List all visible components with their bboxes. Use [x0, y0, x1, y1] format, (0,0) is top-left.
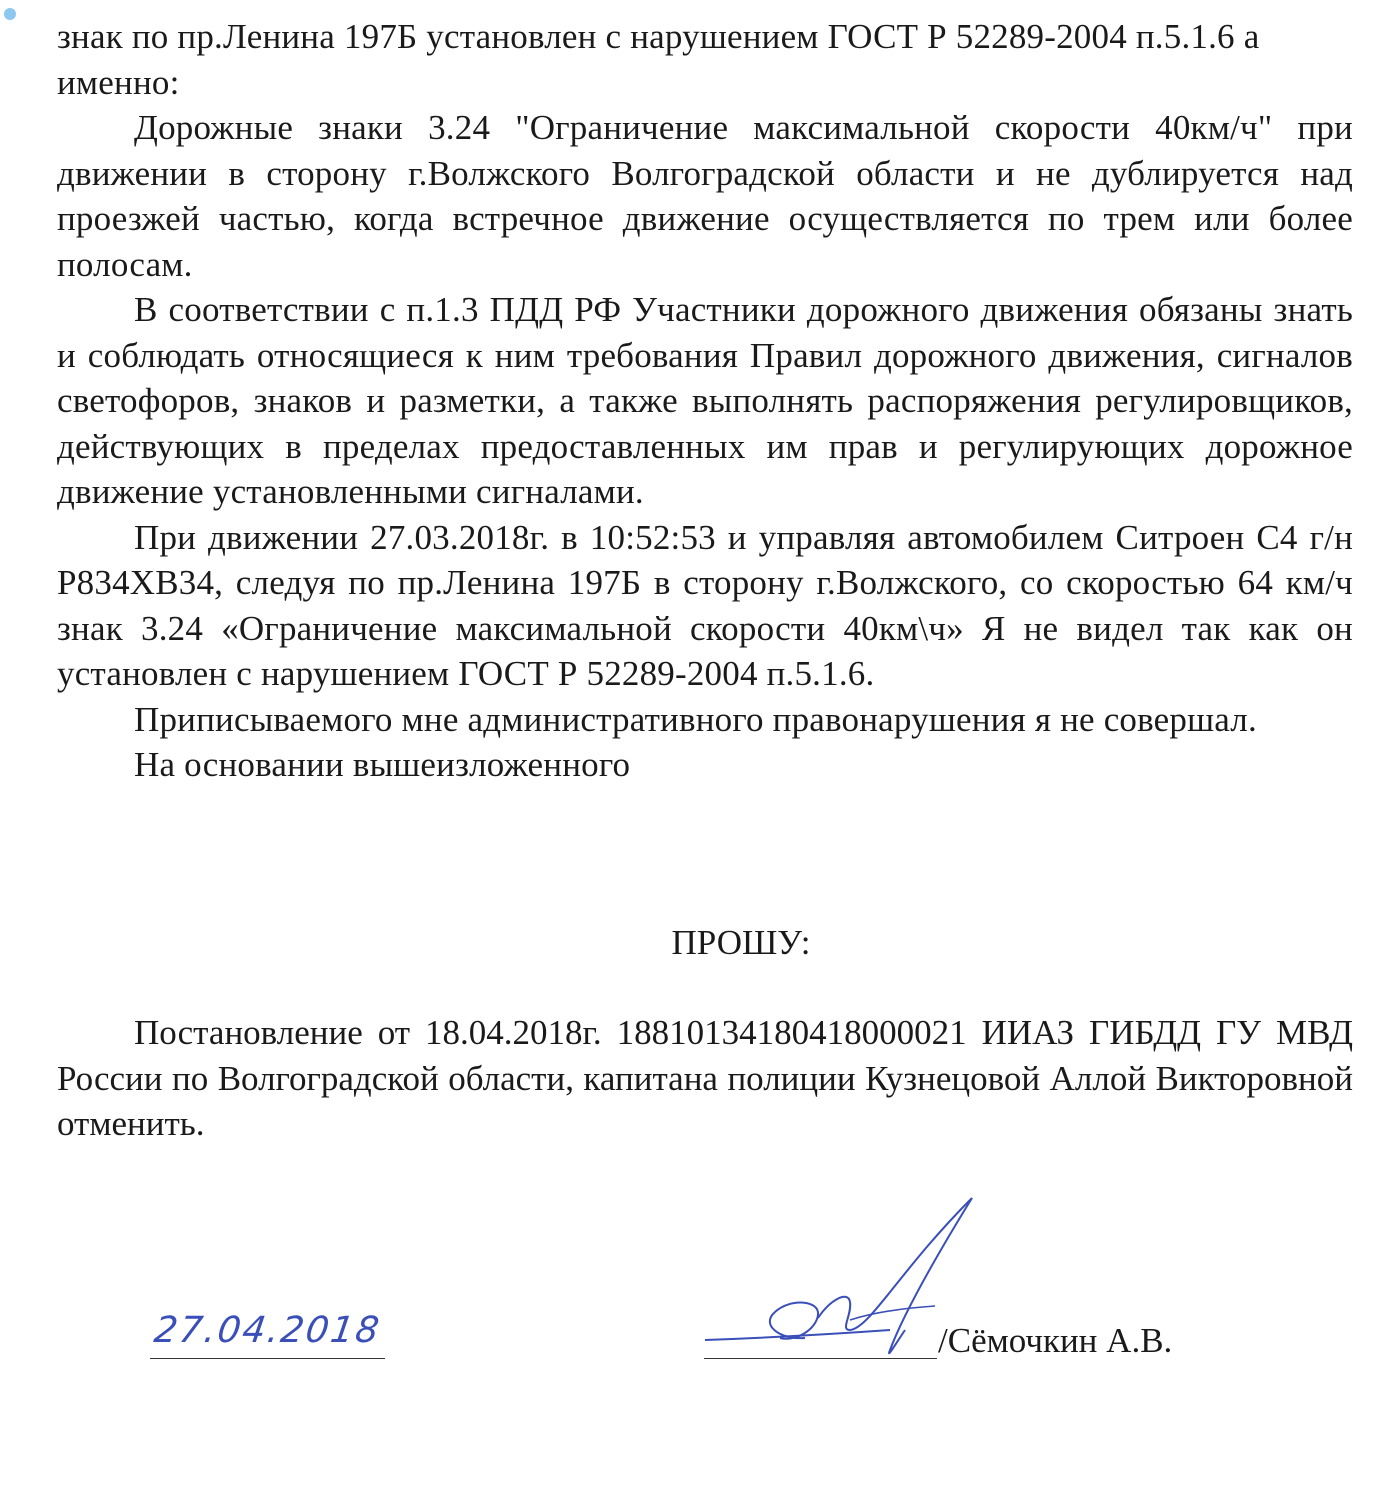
document-body: [57, 14, 1353, 788]
paragraph-incident: При движении 27.03.2018г. в 10:52:53 и управляя автомобилем Ситроен С4 г/н Р834ХВ34, следуя по пр.Ленина 197Б в сторону г.Волжского, со скоростью 64 км/ч знак 3.24 «Ограничение максимальной скорости 40км\ч» Я не видел так как он установлен с нарушением ГОСТ Р 52289-2004 п.5.1.6.: [57, 517, 1353, 693]
date-underline: [150, 1358, 385, 1359]
paragraph-decision: Постановление от 18.04.2018г. 18810134180418000021 ИИАЗ ГИБДД ГУ МВД России по Волгоградской области, капитана полиции Кузнецовой Аллой Викторовной отменить.: [57, 1013, 1353, 1143]
request-heading: ПРОШУ:: [671, 923, 811, 962]
signatory-name: /Сёмочкин А.В.: [938, 1321, 1173, 1360]
paragraph-traffic-rules: В соответствии с п.1.3 ПДД РФ Участники дорожного движения обязаны знать и соблюдать относящиеся к ним требования Правил дорожного движения, сигналов светофоров, знаков и разметки, а также выполнять распоряжения регулировщиков, действующих в пределах предоставленных им прав и регулирующих дорожное движение установленными сигналами.: [57, 290, 1353, 511]
handwritten-date: 27.04.2018: [151, 1310, 384, 1351]
paragraph-basis: На основании вышеизложенного: [134, 745, 631, 784]
decision-block: [57, 1010, 1353, 1147]
paragraph-denial: Приписываемого мне административного правонарушения я не совершал.: [134, 699, 1257, 739]
date-field: [150, 1310, 385, 1362]
scan-mark: [4, 8, 16, 20]
signature-underline: [704, 1358, 937, 1359]
paragraph-road-signs: Дорожные знаки 3.24 "Ограничение максимальной скорости 40км/ч" при движении в сторону г.Волжского Волгоградской области и не дублируется над проезжей частью, когда встречное движение осуществляется по трем или более полосам.: [57, 108, 1353, 284]
paragraph-gost-violation: знак по пр.Ленина 197Б установлен с нарушением ГОСТ Р 52289-2004 п.5.1.6 а именно:: [57, 17, 1260, 102]
